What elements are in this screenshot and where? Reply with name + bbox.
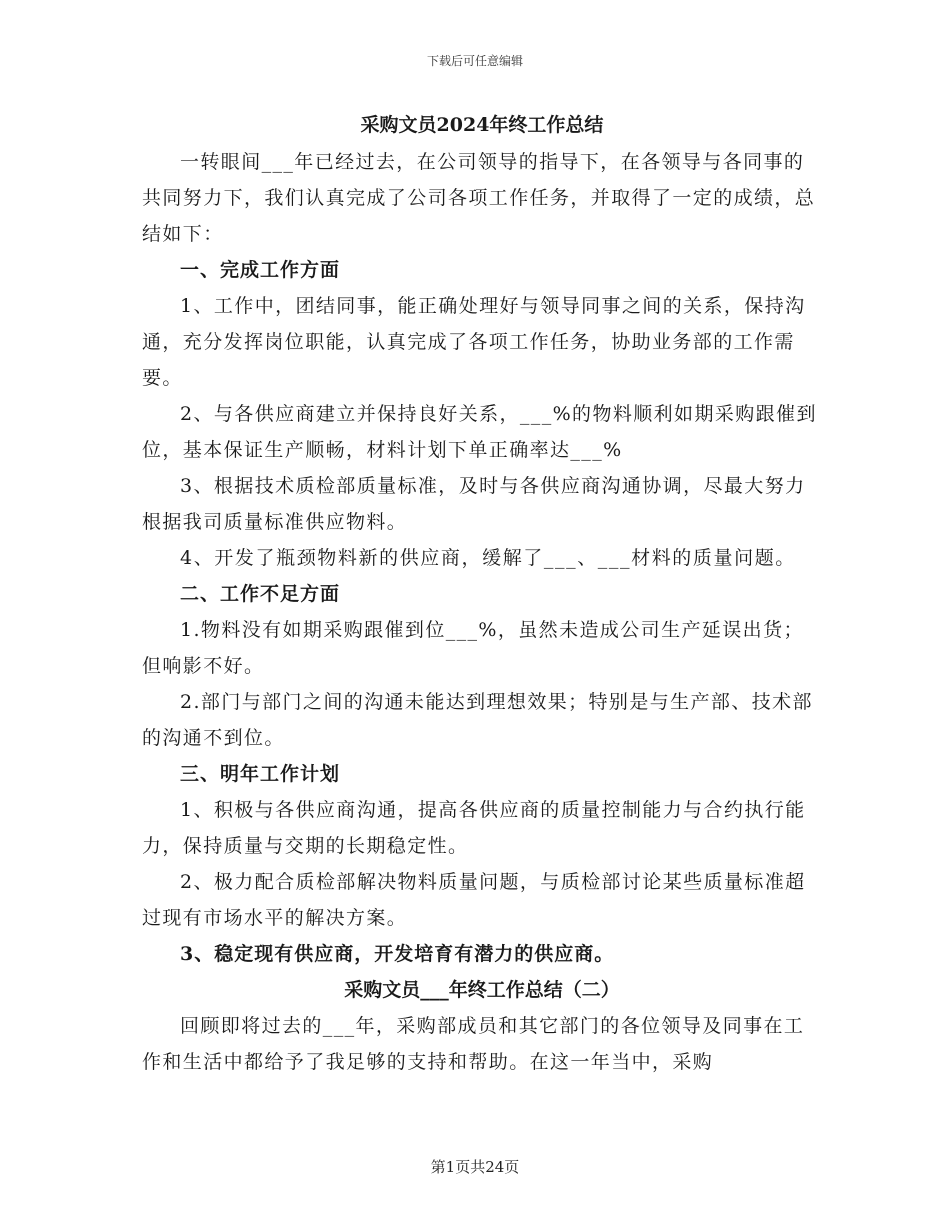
header-note: 下载后可任意编辑 bbox=[426, 54, 523, 68]
section1-item-3: 3、根据技术质检部质量标准，及时与各供应商沟通协调，尽最大努力根据我司质量标准供应物料。 bbox=[142, 475, 806, 533]
section3-item-3-bold: 3、稳定现有供应商，开发培育有潜力的供应商。 bbox=[180, 943, 615, 965]
section2-item-1: 1.物料没有如期采购跟催到位___%，虽然未造成公司生产延误出货；但响影不好。 bbox=[142, 619, 804, 677]
document-title: 采购文员2024年终工作总结 bbox=[360, 114, 604, 136]
section1-item-4: 4、开发了瓶颈物料新的供应商，缓解了___、___材料的质量问题。 bbox=[180, 547, 796, 569]
intro-paragraph: 一转眼间___年已经过去，在公司领导的指导下，在各领导与各同事的共同努力下，我们认真完成了公司各项工作任务，并取得了一定的成绩，总结如下： bbox=[142, 151, 816, 245]
section3-item-1: 1、积极与各供应商沟通，提高各供应商的质量控制能力与合约执行能力，保持质量与交期的长期稳定性。 bbox=[142, 799, 806, 857]
section-heading-completed-work: 一、完成工作方面 bbox=[180, 259, 341, 281]
part2-title: 采购文员___年终工作总结（二） bbox=[344, 979, 620, 1001]
section-heading-next-year-plan: 三、明年工作计划 bbox=[180, 763, 341, 785]
section3-item-2: 2、极力配合质检部解决物料质量问题，与质检部讨论某些质量标准超过现有市场水平的解决方案。 bbox=[142, 871, 806, 929]
section1-item-2: 2、与各供应商建立并保持良好关系，___%的物料顺利如期采购跟催到位，基本保证生产顺畅，材料计划下单正确率达___% bbox=[142, 403, 817, 461]
part2-intro-paragraph: 回顾即将过去的___年，采购部成员和其它部门的各位领导及同事在工作和生活中都给予了我足够的支持和帮助。在这一年当中，采购 bbox=[142, 1015, 805, 1073]
section-heading-shortcomings: 二、工作不足方面 bbox=[180, 583, 341, 605]
section1-item-1: 1、工作中，团结同事，能正确处理好与领导同事之间的关系，保持沟通，充分发挥岗位职能，认真完成了各项工作任务，协助业务部的工作需要。 bbox=[142, 295, 806, 389]
page-number-footer: 第1页共24页 bbox=[430, 1158, 520, 1176]
section2-item-2: 2.部门与部门之间的沟通未能达到理想效果；特别是与生产部、技术部的沟通不到位。 bbox=[142, 691, 813, 749]
document-body bbox=[142, 106, 822, 1080]
